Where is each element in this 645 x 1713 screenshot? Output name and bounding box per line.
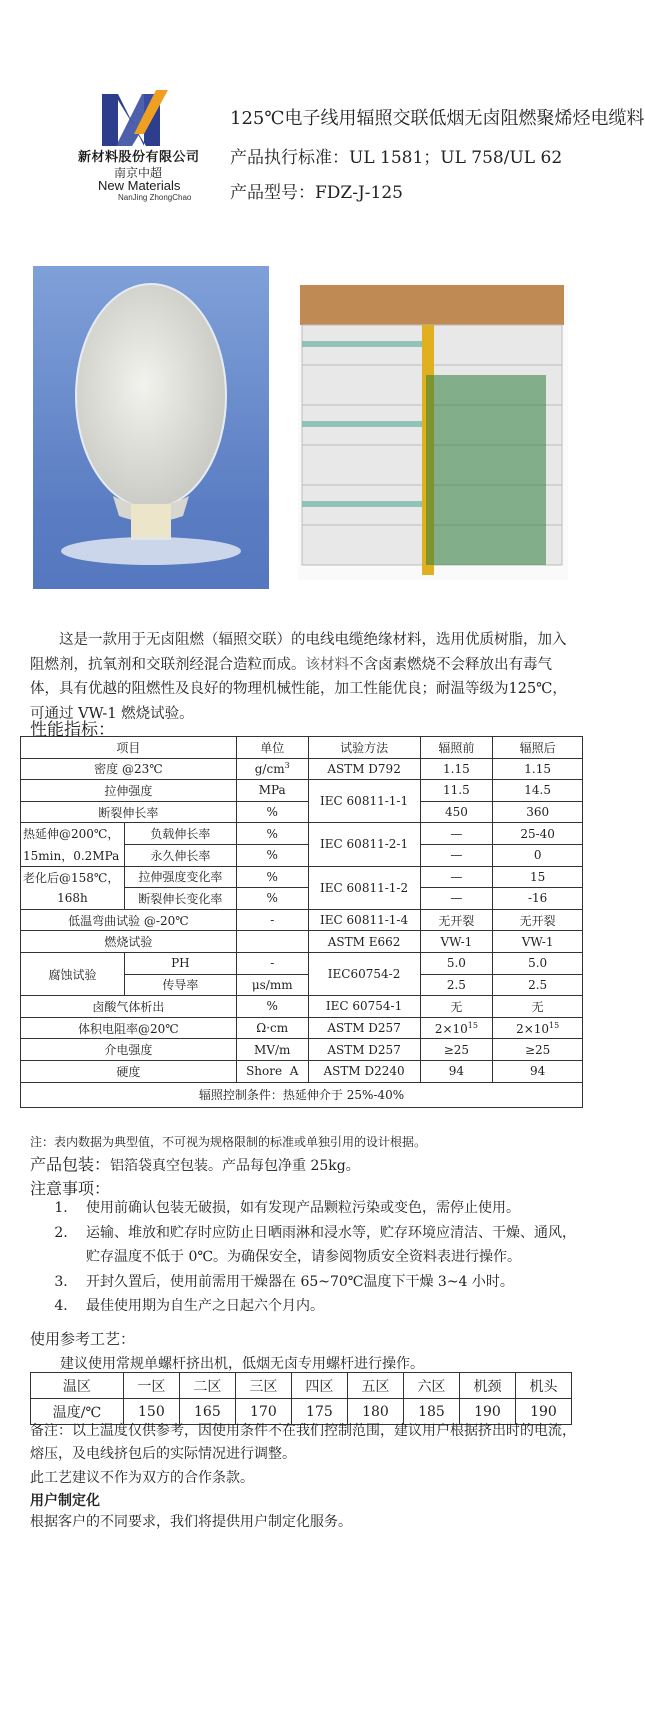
cell-after: -16 — [493, 888, 583, 910]
cell-unit: Shore A — [236, 1060, 308, 1082]
cell-unit — [236, 931, 308, 953]
cell-method: ASTM D257 — [308, 1017, 420, 1039]
cell-item: 硬度 — [21, 1060, 237, 1082]
cell-method: ASTM E662 — [308, 931, 420, 953]
header-unit: 单位 — [236, 737, 308, 759]
zone-header: 五区 — [347, 1373, 403, 1399]
description-part-a: 这是一款用于无卤阻燃（辐照交联）的电线电缆绝缘材料，选用优质树脂，加入阻燃剂，抗氧剂和交联剂经混合造粒而成。 — [30, 632, 567, 673]
caution-title: 注意事项： — [30, 1179, 111, 1198]
cell-before: — — [420, 844, 493, 866]
cell-item: 低温弯曲试验 @-20℃ — [21, 909, 237, 931]
list-item — [30, 1196, 578, 1221]
cell-unit: μs/mm — [236, 974, 308, 996]
cell-item: 介电强度 — [21, 1039, 237, 1061]
temp-cell: 170 — [235, 1399, 291, 1425]
cell-after: 0 — [493, 844, 583, 866]
table-row — [21, 888, 583, 910]
list-item-text: 运输、堆放和贮存时应防止日晒雨淋和浸水等，贮存环境应清洁、干燥、通风，贮存温度不低于 0℃。为确保安全，请参阅物质安全资料表进行操作。 — [86, 1224, 576, 1265]
cell-unit: MPa — [236, 780, 308, 802]
cell-unit: Ω·cm — [236, 1017, 308, 1039]
cell-unit: % — [236, 996, 308, 1018]
cell-unit: % — [236, 823, 308, 845]
temp-cell: 150 — [123, 1399, 179, 1425]
cell-unit: $g/cm^3$ — [236, 758, 308, 780]
cell-after: 14.5 — [493, 780, 583, 802]
cell-before: 无开裂 — [420, 909, 493, 931]
list-item — [30, 1270, 578, 1295]
table-row — [21, 996, 583, 1018]
table-row — [21, 1082, 583, 1107]
list-item — [30, 1294, 578, 1319]
cell-group-label: 腐蚀试验 — [21, 952, 125, 995]
control-condition: 辐照控制条件：热延伸介于 25%-40% — [21, 1082, 583, 1107]
cell-before: 5.0 — [420, 952, 493, 974]
cell-item: 拉伸强度变化率 — [124, 866, 236, 888]
cell-after: 无开裂 — [493, 909, 583, 931]
cell-item: 断裂伸长变化率 — [124, 888, 236, 910]
packaging-text: 铝箔袋真空包装。产品每包净重 25kg。 — [110, 1158, 360, 1174]
brand-name-en: New Materials — [98, 178, 181, 193]
temp-cell: 180 — [347, 1399, 403, 1425]
performance-table — [20, 736, 583, 1108]
cell-before: — — [420, 823, 493, 845]
cell-item: 传导率 — [124, 974, 236, 996]
cell-after: 25-40 — [493, 823, 583, 845]
process-note: 此工艺建议不作为双方的合作条款。 — [30, 1470, 254, 1486]
cell-group-label: 热延伸@200℃， — [21, 823, 125, 845]
zone-header: 三区 — [235, 1373, 291, 1399]
brand-name-cn: 新材料股份有限公司 — [78, 150, 200, 165]
table-header-row — [21, 737, 583, 759]
zone-header: 机颈 — [459, 1373, 515, 1399]
cell-before: 450 — [420, 801, 493, 823]
table-row — [21, 931, 583, 953]
customization-title: 用户制定化 — [30, 1493, 100, 1509]
cell-unit: % — [236, 844, 308, 866]
cell-before: ≥25 — [420, 1039, 493, 1061]
table-row — [21, 1017, 583, 1039]
zone-header: 机头 — [515, 1373, 571, 1399]
cell-before: 11.5 — [420, 780, 493, 802]
zone-header: 四区 — [291, 1373, 347, 1399]
cell-after: 1.15 — [493, 758, 583, 780]
cell-method: IEC 60811-1-1 — [308, 780, 420, 823]
packaging-pallet-photo — [298, 285, 568, 580]
table-row — [21, 823, 583, 845]
cell-unit: MV/m — [236, 1039, 308, 1061]
customization-description: 根据客户的不同要求，我们将提供用户制定化服务。 — [30, 1514, 352, 1530]
resist-after-exp: 15 — [549, 1020, 560, 1030]
zone-header: 二区 — [179, 1373, 235, 1399]
cell-item: 拉伸强度 — [21, 780, 237, 802]
pellet-flask-photo — [33, 266, 269, 589]
caution-list — [30, 1196, 578, 1319]
list-item-number: 1. — [54, 1200, 68, 1216]
zone-header: 温区 — [31, 1373, 124, 1399]
cell-method: IEC 60811-1-4 — [308, 909, 420, 931]
packaging-title: 产品包装： — [30, 1155, 111, 1174]
header-method: 试验方法 — [308, 737, 420, 759]
cell-before: VW-1 — [420, 931, 493, 953]
header-item: 项目 — [21, 737, 237, 759]
resist-after-base: 2×10 — [516, 1021, 550, 1036]
table-row — [21, 758, 583, 780]
temperature-table — [30, 1372, 572, 1425]
cell-group-label: 老化后@158℃， — [21, 866, 125, 888]
cell-before: — — [420, 866, 493, 888]
table-row — [21, 909, 583, 931]
cell-before: 2.5 — [420, 974, 493, 996]
cell-method: IEC 60754-1 — [308, 996, 420, 1018]
cell-item: 体积电阻率@20℃ — [21, 1017, 237, 1039]
temp-cell: 190 — [515, 1399, 571, 1425]
header-before: 辐照前 — [420, 737, 493, 759]
list-item-number: 3. — [54, 1273, 68, 1290]
performance-title: 性能指标： — [30, 720, 115, 740]
product-title: 125℃电子线用辐照交联低烟无卤阻燃聚烯烃电缆料 — [230, 108, 645, 129]
cell-group-label: 15min，0.2MPa — [21, 844, 125, 866]
cell-item: 卤酸气体析出 — [21, 996, 237, 1018]
temp-cell: 175 — [291, 1399, 347, 1425]
cell-method: ASTM D792 — [308, 758, 420, 780]
process-title: 使用参考工艺： — [30, 1330, 136, 1348]
cell-unit: % — [236, 866, 308, 888]
cell-after — [493, 1017, 583, 1039]
product-model: 产品型号：FDZ-J-125 — [230, 183, 403, 203]
list-item-text: 最佳使用期为自生产之日起六个月内。 — [86, 1298, 324, 1314]
table-row — [21, 780, 583, 802]
cell-unit: % — [236, 801, 308, 823]
resist-before-base: 2×10 — [434, 1021, 468, 1036]
cell-item: 密度 @23℃ — [21, 758, 237, 780]
process-description: 建议使用常规单螺杆挤出机，低烟无卤专用螺杆进行操作。 — [60, 1356, 424, 1372]
cell-before: 1.15 — [420, 758, 493, 780]
brand-city-cn: 南京中超 — [114, 166, 163, 180]
description-part-c: 不含卤素燃烧不会释放出有毒气体，具有优越的阻燃性及良好的物理机械性能，加工性能优良；耐温等级为125℃，可通过 VW-1 燃烧试验。 — [30, 656, 567, 722]
list-item — [30, 1221, 578, 1270]
product-description — [30, 628, 578, 726]
cell-after: VW-1 — [493, 931, 583, 953]
table-note: 注：表内数据为典型值，不可视为规格限制的标准或单独引用的设计根据。 — [30, 1135, 427, 1149]
cell-unit: - — [236, 909, 308, 931]
table-row — [21, 866, 583, 888]
zone-header: 六区 — [403, 1373, 459, 1399]
cell-before: 94 — [420, 1060, 493, 1082]
header-after: 辐照后 — [493, 737, 583, 759]
process-remark: 备注：以上温度仅供参考，因使用条件不在我们控制范围，建议用户根据挤出时的电流，熔压，及电线挤包后的实际情况进行调整。 — [30, 1423, 576, 1462]
cell-method: ASTM D257 — [308, 1039, 420, 1061]
cell-after: 15 — [493, 866, 583, 888]
cell-method: IEC 60811-1-2 — [308, 866, 420, 909]
table-row — [21, 1039, 583, 1061]
cell-after: 5.0 — [493, 952, 583, 974]
cell-before: — — [420, 888, 493, 910]
cell-after: 94 — [493, 1060, 583, 1082]
cell-item: 永久伸长率 — [124, 844, 236, 866]
cell-method: ASTM D2240 — [308, 1060, 420, 1082]
temp-cell: 温度/℃ — [31, 1399, 124, 1425]
cell-after: 2.5 — [493, 974, 583, 996]
cell-item: 断裂伸长率 — [21, 801, 237, 823]
table-row — [21, 844, 583, 866]
cell-after: 360 — [493, 801, 583, 823]
cell-before: 无 — [420, 996, 493, 1018]
table-row — [21, 801, 583, 823]
cell-after: ≥25 — [493, 1039, 583, 1061]
temp-cell: 190 — [459, 1399, 515, 1425]
cell-item: 燃烧试验 — [21, 931, 237, 953]
temp-cell: 165 — [179, 1399, 235, 1425]
packaging-line — [30, 1152, 360, 1175]
cell-after: 无 — [493, 996, 583, 1018]
resist-before-exp: 15 — [467, 1020, 478, 1030]
cell-before — [420, 1017, 493, 1039]
zone-header: 一区 — [123, 1373, 179, 1399]
brand-city-en: NanJing ZhongChao — [118, 193, 192, 202]
cell-group-label: 168h — [21, 888, 125, 910]
list-item-number: 2. — [54, 1224, 68, 1241]
temp-cell: 185 — [403, 1399, 459, 1425]
cell-item: 负载伸长率 — [124, 823, 236, 845]
table-row — [21, 952, 583, 974]
cell-method: IEC60754-2 — [308, 952, 420, 995]
list-item-number: 4. — [54, 1298, 68, 1314]
cell-item: PH — [124, 952, 236, 974]
table-row — [21, 1060, 583, 1082]
list-item-text: 使用前确认包装无破损，如有发现产品颗粒污染或变色，需停止使用。 — [86, 1200, 520, 1216]
cell-unit: % — [236, 888, 308, 910]
table-row — [31, 1373, 572, 1399]
cell-method: IEC 60811-2-1 — [308, 823, 420, 866]
list-item-text: 开封久置后，使用前需用干燥器在 65~70℃温度下干燥 3~4 小时。 — [86, 1273, 514, 1290]
cell-unit: - — [236, 952, 308, 974]
description-highlight: 该材料 — [305, 656, 349, 673]
product-standard: 产品执行标准：UL 1581；UL 758/UL 62 — [230, 148, 563, 168]
